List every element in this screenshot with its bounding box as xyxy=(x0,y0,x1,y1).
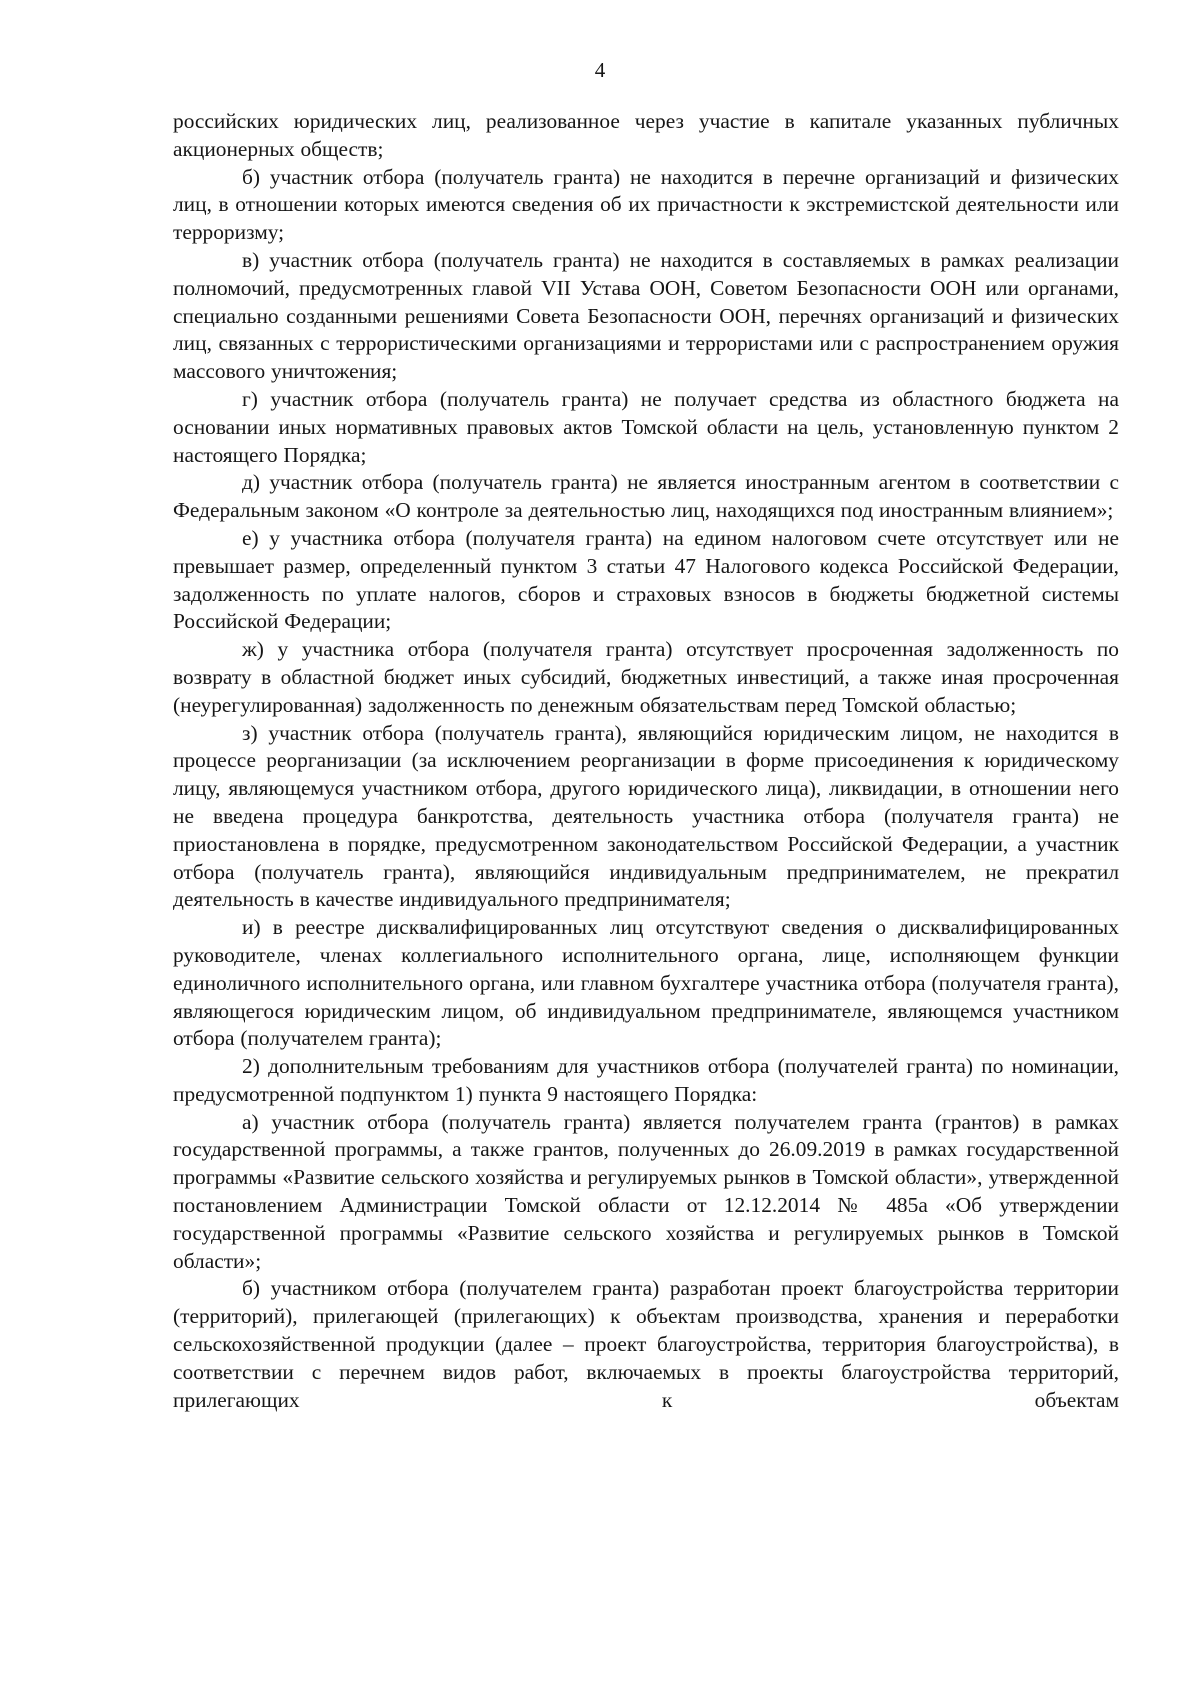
paragraph-item-d: д) участник отбора (получатель гранта) не является иностранным агентом в соответствии с Федеральным законом «О контроле за деятельностью лиц, находящихся под иностранным влиянием»; xyxy=(173,470,1119,523)
paragraph-item-zh: ж) у участника отбора (получателя гранта) отсутствует просроченная задолженность по возврату в областной бюджет иных субсидий, бюджетных инвестиций, а также иная просроченная (неурегулированная) задолженность по денежным обязательствам перед Томской областью; xyxy=(173,637,1119,717)
paragraph-item-b-2: б) участником отбора (получателем гранта) разработан проект благоустройства территории (территорий), прилегающей (прилегающих) к объектам производства, хранения и переработки сельскохозяйственной продукции (далее – проект благоустройства, территория благоустройства), в соответствии с перечнем видов работ, включаемых в проекты благоустройства территорий, прилегающих к объектам xyxy=(173,1276,1119,1412)
paragraph-item-g: г) участник отбора (получатель гранта) не получает средства из областного бюджета на основании иных нормативных правовых актов Томской области на цель, установленную пунктом 2 настоящего Порядка; xyxy=(173,386,1119,467)
paragraph-item-a: а) участник отбора (получатель гранта) является получателем гранта (грантов) в рамках государственной программы, а также грантов, полученных до 26.09.2019 в рамках государственной программы «Развитие сельского хозяйства и регулируемых рынков в Томской области», утвержденной постановлением Администрации Томской области от 12.12.2014 № 485а «Об утверждении государственной программы «Развитие сельского хозяйства и регулируемых рынков в Томской области»; xyxy=(173,1109,1119,1273)
paragraph-continuation: российских юридических лиц, реализованное через участие в капитале указанных публичных акционерных обществ; xyxy=(173,109,1119,161)
paragraph-item-e: е) у участника отбора (получателя гранта) на едином налоговом счете отсутствует или не превышает размер, определенный пунктом 3 статьи 47 Налогового кодекса Российской Федерации, задолженность по уплате налогов, сборов и страховых взносов в бюджеты бюджетной системы Российской Федерации; xyxy=(173,525,1119,634)
paragraph-item-b: б) участник отбора (получатель гранта) не находится в перечне организаций и физических лиц, в отношении которых имеются сведения об их причастности к экстремистской деятельности или терроризму; xyxy=(173,164,1119,245)
paragraph-item-i: и) в реестре дисквалифицированных лиц отсутствуют сведения о дисквалифицированных руководителе, членах коллегиального исполнительного органа, лице, исполняющем функции единоличного исполнительного органа, или главном бухгалтере участника отбора (получателя гранта), являющегося юридическим лицом, об индивидуальном предпринимателе, являющемся участником отбора (получателем гранта); xyxy=(173,915,1119,1051)
page-number: 4 xyxy=(594,58,606,82)
paragraph-item-z: з) участник отбора (получатель гранта), являющийся юридическим лицом, не находится в процессе реорганизации (за исключением реорганизации в форме присоединения к юридическому лицу, являющемуся участником отбора, другого юридического лица), ликвидации, в отношении него не введена процедура банкротства, деятельность участника отбора (получателя гранта) не приостановлена в порядке, предусмотренном законодательством Российской Федерации, а участник отбора (получатель гранта), являющийся индивидуальным предпринимателем, не прекратил деятельность в качестве индивидуального предпринимателя; xyxy=(173,720,1119,912)
document-body xyxy=(173,108,1119,1414)
paragraph-point-2: 2) дополнительным требованиям для участников отбора (получателей гранта) по номинации, предусмотренной подпунктом 1) пункта 9 настоящего Порядка: xyxy=(173,1054,1119,1106)
paragraph-item-v: в) участник отбора (получатель гранта) не находится в составляемых в рамках реализации полномочий, предусмотренных главой VII Устава ООН, Советом Безопасности ООН или органами, специально созданными решениями Совета Безопасности ООН, перечнях организаций и физических лиц, связанных с террористическими организациями и террористами или с распространением оружия массового уничтожения; xyxy=(173,247,1119,384)
